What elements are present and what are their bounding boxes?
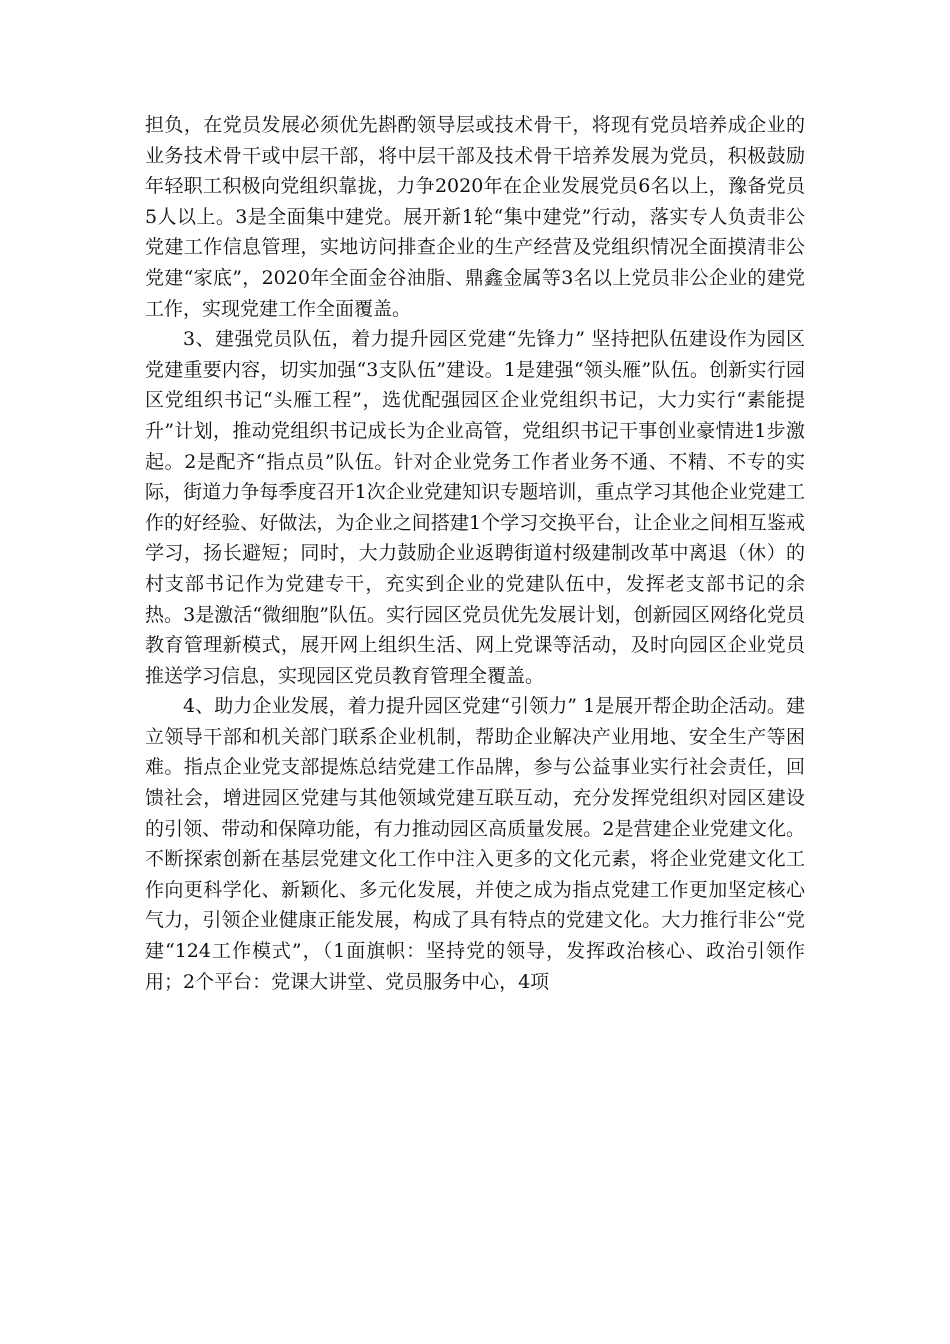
document-body	[145, 110, 805, 997]
paragraph-section-3: 3、建强党员队伍，着力提升园区党建“先锋力” 坚持把队伍建设作为园区党建重要内容，切实加强“3支队伍”建设。1是建强“领头雁”队伍。创新实行园区党组织书记“头雁工程”，选优配强园区企业党组织书记，大力实行“素能提升”计划，推动党组织书记成长为企业高管，党组织书记干事创业豪情进1步激起。2是配齐“指点员”队伍。针对企业党务工作者业务不通、不精、不专的实际，街道力争每季度召开1次企业党建知识专题培训，重点学习其他企业党建工作的好经验、好做法，为企业之间搭建1个学习交换平台，让企业之间相互鉴戒学习，扬长避短；同时，大力鼓励企业返聘街道村级建制改革中离退（休）的村支部书记作为党建专干，充实到企业的党建队伍中，发挥老支部书记的余热。3是激活“微细胞”队伍。实行园区党员优先发展计划，创新园区网络化党员教育管理新模式，展开网上组织生活、网上党课等活动，及时向园区企业党员推送学习信息，实现园区党员教育管理全覆盖。	[145, 328, 805, 687]
paragraph-section-4: 4、助力企业发展，着力提升园区党建“引领力” 1是展开帮企助企活动。建立领导干部和机关部门联系企业机制，帮助企业解决产业用地、安全生产等困难。指点企业党支部提炼总结党建工作品牌，参与公益事业实行社会责任，回馈社会，增进园区党建与其他领域党建互联互动，充分发挥党组织对园区建设的引领、带动和保障功能，有力推动园区高质量发展。2是营建企业党建文化。不断探索创新在基层党建文化工作中注入更多的文化元素，将企业党建文化工作向更科学化、新颖化、多元化发展，并使之成为指点党建工作更加坚定核心气力，引领企业健康正能发展，构成了具有特点的党建文化。大力推行非公“党建“124工作模式”，（1面旗帜：坚持党的领导，发挥政治核心、政治引领作用；2个平台：党课大讲堂、党员服务中心，4项	[145, 695, 805, 993]
paragraph-continuation: 担负，在党员发展必须优先斟酌领导层或技术骨干，将现有党员培养成企业的业务技术骨干或中层干部，将中层干部及技术骨干培养发展为党员，积极鼓励年轻职工积极向党组织靠拢，力争2020年在企业发展党员6名以上，豫备党员5人以上。3是全面集中建党。展开新1轮“集中建党”行动，落实专人负责非公党建工作信息管理，实地访问排查企业的生产经营及党组织情况全面摸清非公党建“家底”，2020年全面金谷油脂、鼎鑫金属等3名以上党员非公企业的建党工作，实现党建工作全面覆盖。	[145, 114, 805, 320]
